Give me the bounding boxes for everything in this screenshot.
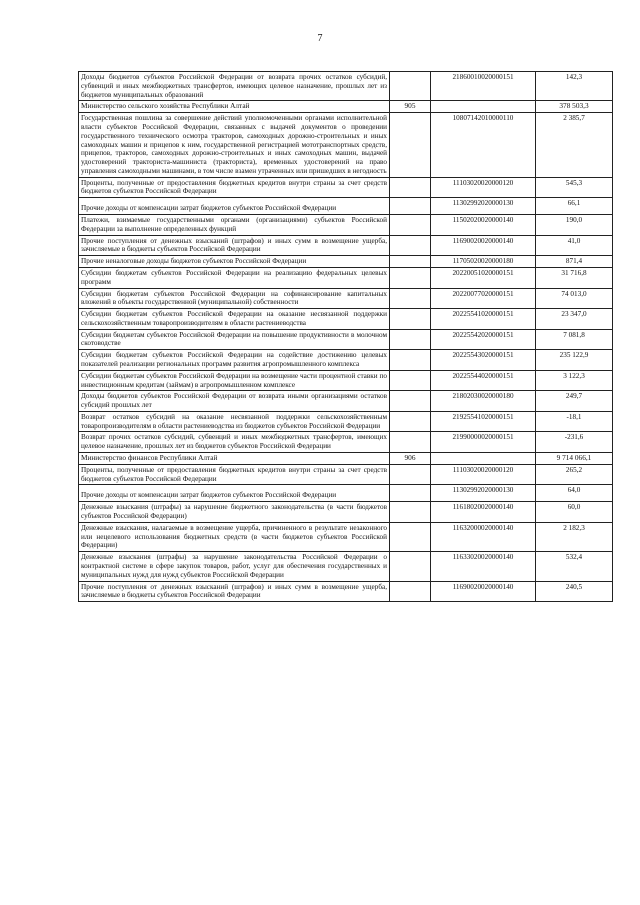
administrator-code-cell — [390, 350, 431, 371]
budget-classification-code-cell: 11103020020000120 — [431, 464, 536, 485]
administrator-code-cell — [390, 267, 431, 288]
revenue-name-cell: Прочие доходы от компенсации затрат бюджетов субъектов Российской Федерации — [79, 198, 390, 215]
revenue-name-cell: Прочие доходы от компенсации затрат бюджетов субъектов Российской Федерации — [79, 485, 390, 502]
revenue-name-cell: Возврат остатков субсидий на оказание несвязанной поддержки сельскохозяйственным товаропроизводителям в области растениеводства из бюджетов субъектов Российской Федерации — [79, 411, 390, 432]
amount-cell: 9 714 066,1 — [536, 453, 613, 465]
budget-classification-code-cell: 11690020020000140 — [431, 235, 536, 256]
amount-cell: 871,4 — [536, 256, 613, 268]
revenue-row — [79, 288, 613, 309]
amount-cell: 3 122,3 — [536, 370, 613, 391]
revenue-row — [79, 113, 613, 177]
administrator-code-cell — [390, 256, 431, 268]
revenue-name-cell: Возврат прочих остатков субсидий, субвенций и иных межбюджетных трансфертов, имеющих целевое назначение, прошлых лет из бюджетов субъектов Российской Федерации — [79, 432, 390, 453]
revenue-row — [79, 502, 613, 523]
budget-classification-code-cell — [431, 101, 536, 113]
revenue-name-cell: Министерство финансов Республики Алтай — [79, 453, 390, 465]
amount-cell: 142,3 — [536, 72, 613, 101]
administrator-code-cell — [390, 502, 431, 523]
amount-cell: 41,0 — [536, 235, 613, 256]
administrator-code-cell — [390, 235, 431, 256]
revenue-name-cell: Субсидии бюджетам субъектов Российской Федерации на повышение продуктивности в молочном скотоводстве — [79, 329, 390, 350]
administrator-code-cell: 906 — [390, 453, 431, 465]
revenue-row — [79, 485, 613, 502]
budget-classification-code-cell: 20220051020000151 — [431, 267, 536, 288]
amount-cell: 60,0 — [536, 502, 613, 523]
administrator-code-cell — [390, 309, 431, 330]
revenue-name-cell: Проценты, полученные от предоставления бюджетных кредитов внутри страны за счет средств бюджетов субъектов Российской Федерации — [79, 464, 390, 485]
revenue-row — [79, 235, 613, 256]
administrator-code-cell — [390, 411, 431, 432]
administrator-row — [79, 101, 613, 113]
administrator-row — [79, 453, 613, 465]
budget-classification-code-cell: 21925541020000151 — [431, 411, 536, 432]
revenue-row — [79, 464, 613, 485]
amount-cell: 2 182,3 — [536, 522, 613, 551]
revenue-row — [79, 215, 613, 236]
administrator-code-cell — [390, 485, 431, 502]
revenue-name-cell: Денежные взыскания (штрафы) за нарушение законодательства Российской Федерации о контрактной системе в сфере закупок товаров, работ, услуг для обеспечения государственных и муниципальных нужд для нужд субъектов Российской Федерации — [79, 552, 390, 581]
revenue-row — [79, 177, 613, 198]
revenue-name-cell: Денежные взыскания, налагаемые в возмещение ущерба, причиненного в результате незаконного или нецелевого использования бюджетных средств (в части бюджетов субъектов Российской Федерации) — [79, 522, 390, 551]
budget-classification-code-cell: 21860010020000151 — [431, 72, 536, 101]
amount-cell: 74 013,0 — [536, 288, 613, 309]
administrator-code-cell — [390, 177, 431, 198]
budget-classification-code-cell: 11632000020000140 — [431, 522, 536, 551]
amount-cell: 240,5 — [536, 581, 613, 602]
revenue-row — [79, 72, 613, 101]
revenue-row — [79, 198, 613, 215]
revenue-row — [79, 411, 613, 432]
administrator-code-cell: 905 — [390, 101, 431, 113]
revenue-name-cell: Субсидии бюджетам субъектов Российской Федерации на оказание несвязанной поддержки сельскохозяйственным товаропроизводителям в области растениеводства — [79, 309, 390, 330]
revenue-name-cell: Субсидии бюджетам субъектов Российской Федерации на возмещение части процентной ставки по инвестиционным кредитам (займам) в агропромышленном комплексе — [79, 370, 390, 391]
revenue-row — [79, 522, 613, 551]
amount-cell: 2 385,7 — [536, 113, 613, 177]
amount-cell: 7 081,8 — [536, 329, 613, 350]
amount-cell: 378 503,3 — [536, 101, 613, 113]
revenue-name-cell: Прочие поступления от денежных взысканий (штрафов) и иных сумм в возмещение ущерба, зачисляемые в бюджеты субъектов Российской Федерации — [79, 235, 390, 256]
budget-classification-code-cell: 11103020020000120 — [431, 177, 536, 198]
page-number: 7 — [317, 33, 323, 44]
amount-cell: 64,0 — [536, 485, 613, 502]
amount-cell: 532,4 — [536, 552, 613, 581]
budget-classification-code-cell: 21990000020000151 — [431, 432, 536, 453]
revenue-row — [79, 391, 613, 412]
revenue-row — [79, 552, 613, 581]
budget-classification-code-cell: 11502020020000140 — [431, 215, 536, 236]
administrator-code-cell — [390, 432, 431, 453]
revenue-row — [79, 256, 613, 268]
amount-cell: 235 122,9 — [536, 350, 613, 371]
revenue-row — [79, 370, 613, 391]
amount-cell: 265,2 — [536, 464, 613, 485]
budget-classification-code-cell: 11302992020000130 — [431, 198, 536, 215]
revenue-row — [79, 329, 613, 350]
administrator-code-cell — [390, 391, 431, 412]
revenue-name-cell: Проценты, полученные от предоставления бюджетных кредитов внутри страны за счет средств бюджетов субъектов Российской Федерации — [79, 177, 390, 198]
budget-classification-code-cell — [431, 453, 536, 465]
administrator-code-cell — [390, 552, 431, 581]
administrator-code-cell — [390, 198, 431, 215]
revenue-name-cell: Прочие поступления от денежных взысканий (штрафов) и иных сумм в возмещение ущерба, зачисляемые в бюджеты субъектов Российской Федерации — [79, 581, 390, 602]
budget-classification-code-cell: 20225544020000151 — [431, 370, 536, 391]
amount-cell: -231,6 — [536, 432, 613, 453]
administrator-code-cell — [390, 370, 431, 391]
revenue-table — [78, 71, 613, 602]
revenue-name-cell: Субсидии бюджетам субъектов Российской Федерации на софинансирование капитальных вложений в объекты государственной (муниципальной) собственности — [79, 288, 390, 309]
revenue-name-cell: Министерство сельского хозяйства Республики Алтай — [79, 101, 390, 113]
budget-classification-code-cell: 11705020020000180 — [431, 256, 536, 268]
administrator-code-cell — [390, 464, 431, 485]
revenue-row — [79, 267, 613, 288]
amount-cell: 31 716,8 — [536, 267, 613, 288]
budget-classification-code-cell: 11618020020000140 — [431, 502, 536, 523]
revenue-row — [79, 581, 613, 602]
revenue-name-cell: Субсидии бюджетам субъектов Российской Федерации на реализацию федеральных целевых программ — [79, 267, 390, 288]
revenue-row — [79, 350, 613, 371]
budget-classification-code-cell: 20225541020000151 — [431, 309, 536, 330]
amount-cell: 545,3 — [536, 177, 613, 198]
revenue-row — [79, 309, 613, 330]
budget-classification-code-cell: 21802030020000180 — [431, 391, 536, 412]
revenue-name-cell: Платежи, взимаемые государственными органами (организациями) субъектов Российской Федерации за выполнение определенных функций — [79, 215, 390, 236]
revenue-name-cell: Субсидии бюджетам субъектов Российской Федерации на содействие достижению целевых показателей реализации региональных программ развития агропромышленного комплекса — [79, 350, 390, 371]
administrator-code-cell — [390, 522, 431, 551]
budget-classification-code-cell: 11633020020000140 — [431, 552, 536, 581]
budget-classification-code-cell: 20225542020000151 — [431, 329, 536, 350]
administrator-code-cell — [390, 72, 431, 101]
amount-cell: 66,1 — [536, 198, 613, 215]
administrator-code-cell — [390, 329, 431, 350]
budget-classification-code-cell: 11690020020000140 — [431, 581, 536, 602]
revenue-row — [79, 432, 613, 453]
amount-cell: -18,1 — [536, 411, 613, 432]
revenue-name-cell: Доходы бюджетов субъектов Российской Федерации от возврата иными организациями остатков субсидий прошлых лет — [79, 391, 390, 412]
revenue-name-cell: Государственная пошлина за совершение действий уполномоченными органами исполнительной власти субъектов Российской Федерации, связанных с выдачей документов о проведении государственного технического осмотра тракторов, самоходных дорожно-строительных и иных самоходных машин и прицепов к ним, государственной регистрацией мототранспортных средств, прицепов, тракторов, самоходных дорожно-строительных и иных самоходных машин, выдачей удостоверений тракториста-машиниста (тракториста), временных удостоверений на право управления самоходными машинами, в том числе взамен утраченных или пришедших в негодность — [79, 113, 390, 177]
amount-cell: 23 347,0 — [536, 309, 613, 330]
budget-classification-code-cell: 20220077020000151 — [431, 288, 536, 309]
administrator-code-cell — [390, 215, 431, 236]
budget-classification-code-cell: 20225543020000151 — [431, 350, 536, 371]
revenue-name-cell: Денежные взыскания (штрафы) за нарушение бюджетного законодательства (в части бюджетов субъектов Российской Федерации) — [79, 502, 390, 523]
administrator-code-cell — [390, 113, 431, 177]
administrator-code-cell — [390, 581, 431, 602]
administrator-code-cell — [390, 288, 431, 309]
revenue-name-cell: Прочие неналоговые доходы бюджетов субъектов Российской Федерации — [79, 256, 390, 268]
amount-cell: 249,7 — [536, 391, 613, 412]
revenue-name-cell: Доходы бюджетов субъектов Российской Федерации от возврата прочих остатков субсидий, субвенций и иных межбюджетных трансфертов, имеющих целевое назначение, прошлых лет из бюджетов муниципальных образований — [79, 72, 390, 101]
budget-classification-code-cell: 10807142010000110 — [431, 113, 536, 177]
budget-classification-code-cell: 11302992020000130 — [431, 485, 536, 502]
amount-cell: 190,0 — [536, 215, 613, 236]
